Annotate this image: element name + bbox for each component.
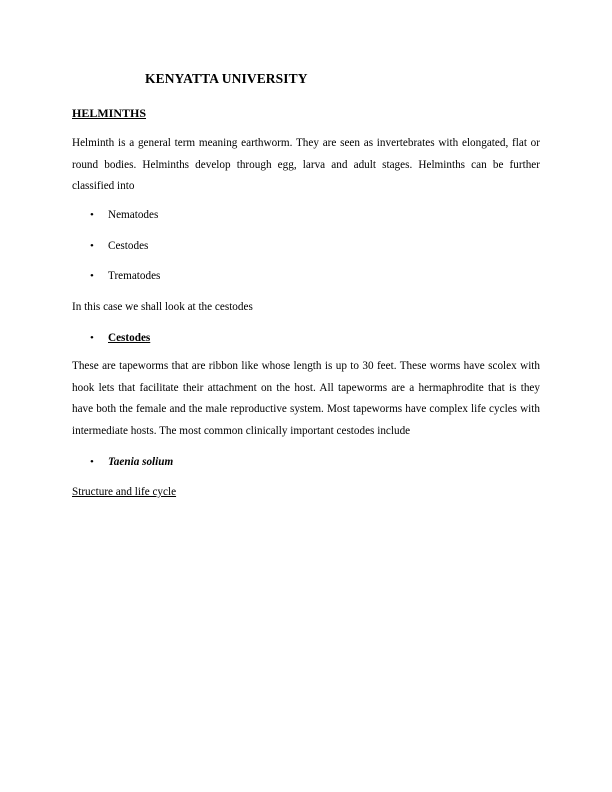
section-heading: HELMINTHS: [72, 106, 147, 120]
bullet-icon: •: [90, 456, 94, 468]
list-item-label: Nematodes: [108, 209, 159, 221]
bullet-icon: •: [90, 270, 94, 282]
focus-sentence: In this case we shall look at the cestodes: [72, 301, 253, 313]
list-item-label: Cestodes: [108, 240, 149, 252]
structure-subheading: Structure and life cycle: [72, 486, 177, 498]
intro-paragraph: Helminth is a general term meaning earthworm. They are seen as invertebrates with elongated, flat or round bodies. Helminths develop through egg, larva and adult stages. Helminths can be further classified into: [72, 137, 540, 193]
cestodes-heading: Cestodes: [108, 332, 151, 344]
cestodes-heading-item: [90, 331, 150, 346]
list-item: [90, 208, 158, 223]
species-name: Taenia solium: [108, 456, 174, 468]
bullet-icon: •: [90, 240, 94, 252]
list-item: [90, 269, 160, 284]
bullet-icon: •: [90, 332, 94, 344]
list-item-label: Trematodes: [108, 270, 161, 282]
species-item: [90, 455, 173, 470]
document-title: KENYATTA UNIVERSITY: [145, 71, 308, 86]
cestodes-paragraph: These are tapeworms that are ribbon like whose length is up to 30 feet. These worms have scolex with hook lets that facilitate their attachment on the host. All tapeworms are a hermaphrodite that is they have both the female and the male reproductive system. Most tapeworms have complex life cycles with intermediate hosts. The most common clinically important cestodes include: [72, 360, 540, 438]
list-item: [90, 239, 148, 254]
bullet-icon: •: [90, 209, 94, 221]
